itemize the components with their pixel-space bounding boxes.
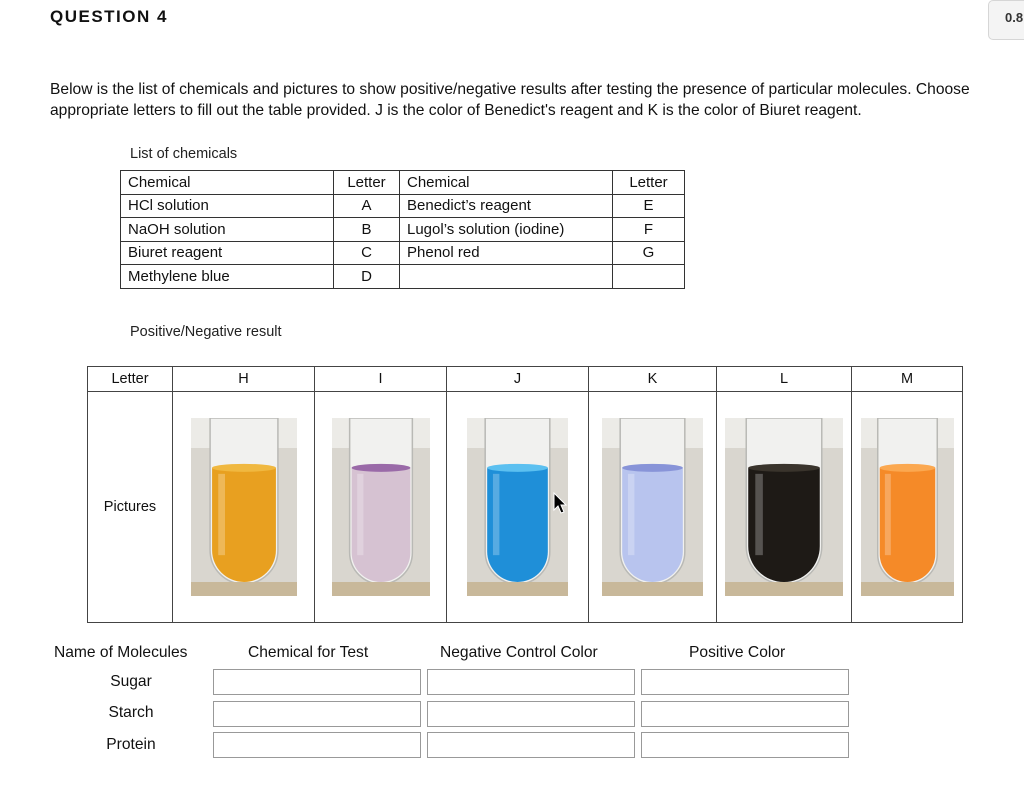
chemical-name: Methylene blue: [121, 265, 334, 289]
tube-picture-m: [852, 392, 963, 623]
tube-picture-h: [173, 392, 315, 623]
chemical-letter: G: [613, 241, 685, 265]
chemical-name: Biuret reagent: [121, 241, 334, 265]
tube-picture-l: [717, 392, 852, 623]
protein-chemical-input[interactable]: [213, 732, 421, 758]
header-name-of-molecules: Name of Molecules: [54, 644, 188, 661]
sugar-positive-color-input[interactable]: [641, 669, 849, 695]
starch-positive-color-input[interactable]: [641, 701, 849, 727]
chemicals-header-row: [121, 171, 685, 195]
header-chemical-for-test: Chemical for Test: [248, 644, 369, 661]
table-row: [121, 241, 685, 265]
chemical-name: HCl solution: [121, 194, 334, 218]
chemical-letter: E: [613, 194, 685, 218]
tube-picture-i: [315, 392, 447, 623]
header-letter-1: Letter: [334, 171, 400, 195]
header-letter-2: Letter: [613, 171, 685, 195]
chemical-name: Lugol’s solution (iodine): [400, 218, 613, 242]
chemical-letter: F: [613, 218, 685, 242]
header-negative-control-color: Negative Control Color: [440, 644, 598, 661]
protein-positive-color-input[interactable]: [641, 732, 849, 758]
chemicals-table: [120, 170, 685, 289]
results-table: [87, 366, 963, 623]
table-row: [121, 194, 685, 218]
table-row: [121, 265, 685, 289]
results-caption: Positive/Negative result: [130, 324, 282, 340]
sugar-negative-color-input[interactable]: [427, 669, 635, 695]
chemical-letter: B: [334, 218, 400, 242]
result-letter-i: I: [315, 367, 447, 392]
molecule-starch-label: Starch: [108, 704, 154, 721]
molecule-protein-label: Protein: [106, 736, 156, 753]
starch-negative-color-input[interactable]: [427, 701, 635, 727]
chemicals-caption: List of chemicals: [130, 146, 238, 162]
results-letter-row: [88, 367, 963, 392]
score-badge: 0.8: [988, 0, 1024, 40]
chemical-name: Benedict’s reagent: [400, 194, 613, 218]
molecule-sugar-label: Sugar: [110, 673, 152, 690]
results-pictures-row: [88, 392, 963, 623]
chemical-letter: D: [334, 265, 400, 289]
chemical-letter: A: [334, 194, 400, 218]
result-letter-m: M: [852, 367, 963, 392]
result-letter-k: K: [589, 367, 717, 392]
chemical-name: [400, 265, 613, 289]
result-letter-j: J: [447, 367, 589, 392]
sugar-chemical-input[interactable]: [213, 669, 421, 695]
result-letter-l: L: [717, 367, 852, 392]
results-pictures-label: Pictures: [88, 392, 173, 623]
tube-picture-k: [589, 392, 717, 623]
table-row: [121, 218, 685, 242]
header-positive-color: Positive Color: [689, 644, 786, 661]
header-chemical-2: Chemical: [400, 171, 613, 195]
chemical-letter: C: [334, 241, 400, 265]
mouse-cursor-icon: [553, 492, 569, 516]
chemical-name: Phenol red: [400, 241, 613, 265]
results-letter-label: Letter: [88, 367, 173, 392]
question-prompt: Below is the list of chemicals and pictures to show positive/negative results after testing the presence of particular molecules. Choose appropriate letters to fill out the table provided. J is the color of Benedict's reagent and K is the color of Biuret reagent.: [50, 81, 970, 119]
header-chemical-1: Chemical: [121, 171, 334, 195]
protein-negative-color-input[interactable]: [427, 732, 635, 758]
chemical-name: NaOH solution: [121, 218, 334, 242]
starch-chemical-input[interactable]: [213, 701, 421, 727]
chemical-letter: [613, 265, 685, 289]
question-title: QUESTION 4: [50, 7, 168, 26]
result-letter-h: H: [173, 367, 315, 392]
